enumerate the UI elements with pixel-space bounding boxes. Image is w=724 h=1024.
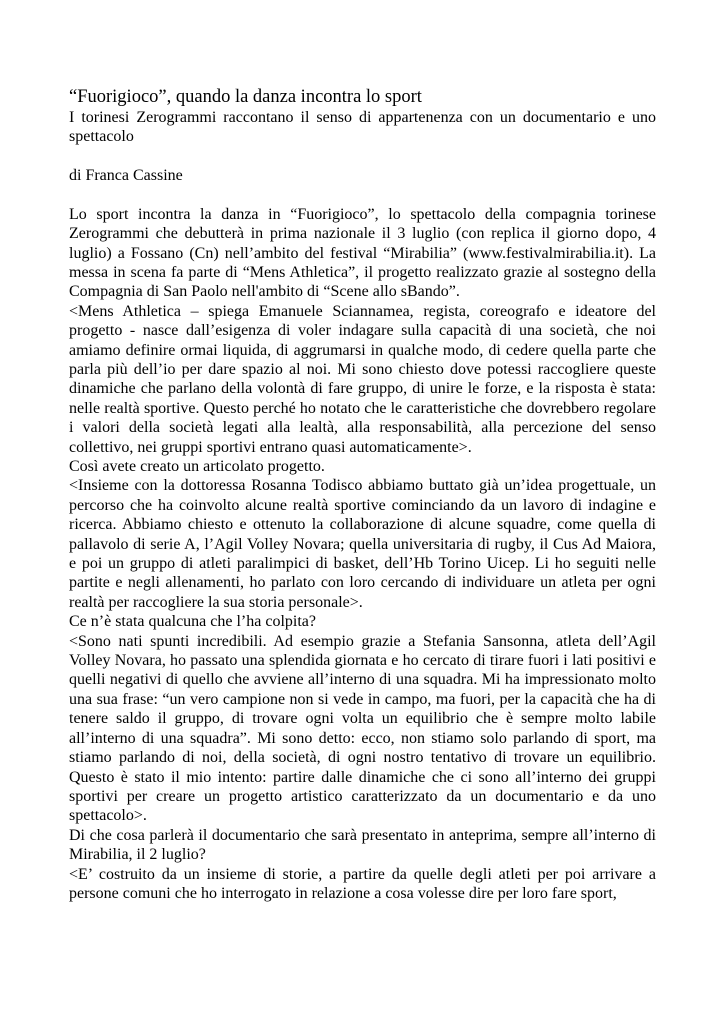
paragraph-answer-3: <Sono nati spunti incredibili. Ad esempio grazie a Stefania Sansonna, atleta dell’Agil Volley Novara, ho passato una splendida giornata e ho cercato di tirare fuori i lati positivi e quelli negativi di quello che avviene all’interno di una squadra. Mi ha impressionato molto una sua frase: “un vero campione non si vede in campo, ma fuori, per la capacità che ha di tenere saldo il gruppo, di trovare ogni volta un equilibrio che è sempre molto labile all’interno di una squadra”. Mi sono detto: ecco, non stiamo solo parlando di sport, ma stiamo parlando di noi, della società, di ogni nostro tentativo di trovare un equilibrio. Questo è stato il mio intento: partire dalle dinamiche che ci sono all’interno dei gruppi sportivi per creare un progetto artistico caratterizzato da un documentario e da uno spettacolo>. <box>69 632 656 825</box>
paragraph-answer-2: <Insieme con la dottoressa Rosanna Todisco abbiamo buttato già un’idea progettuale, un percorso che ha coinvolto alcune realtà sportive cominciando da un lavoro di indagine e ricerca. Abbiamo chiesto e ottenuto la collaborazione di alcune squadre, come quella di pallavolo di serie A, l’Agil Volley Novara; quella universitaria di rugby, il Cus Ad Maiora, e poi un gruppo di atleti paralimpici di basket, dell’Hb Torino Uicep. Li ho seguiti nelle partite e negli allenamenti, ho parlato con loro cercando di individuare un atleta per ogni realtà per raccogliere la sua storia personale>. <box>69 477 656 611</box>
document-page <box>69 86 656 903</box>
paragraph-question-1: Così avete creato un articolato progetto. <box>69 458 325 475</box>
paragraph-question-2: Ce n’è stata qualcuna che l’ha colpita? <box>69 613 316 631</box>
article-author: di Franca Cassine <box>69 166 183 184</box>
paragraph-question-3: Di che cosa parlerà il documentario che sarà presentato in anteprima, sempre all’interno di Mirabilia, il 2 luglio? <box>69 826 656 864</box>
paragraph-intro: Lo sport incontra la danza in “Fuorigioco”, lo spettacolo della compagnia torinese Zerogrammi che debutterà in prima nazionale il 3 luglio (con replica il giorno dopo, 4 luglio) a Fossano (Cn) nell’ambito del festival “Mirabilia” (www.festivalmirabilia.it). La messa in scena fa parte di “Mens Athletica”, il progetto realizzato grazie al sostegno della Compagnia di San Paolo nell'ambito di “Scene allo sBando”. <box>69 205 656 301</box>
paragraph-answer-1: <Mens Athletica – spiega Emanuele Sciannamea, regista, coreografo e ideatore del progetto - nasce dall’esigenza di voler indagare sulla capacità di una società, che noi amiamo definire ormai liquida, di aggrumarsi in qualche modo, di cedere quella parte che parla più dell’io per dare spazio al noi. Mi sono chiesto dove potessi raccogliere queste dinamiche che parlano della volontà di fare gruppo, di unire le forze, e la risposta è stata: nelle realtà sportive. Questo perché ho notato che le caratteristiche che dovrebbero regolare i valori della società legati alla lealtà, alla responsabilità, alla percezione del senso collettivo, nei gruppi sportivi entrano quasi automaticamente>. <box>69 302 656 456</box>
article-title: “Fuorigioco”, quando la danza incontra lo sport <box>69 87 422 107</box>
article-body <box>69 205 656 904</box>
paragraph-answer-4: <E’ costruito da un insieme di storie, a partire da quelle degli atleti per poi arrivare a persone comuni che ho interrogato in relazione a cosa volesse dire per loro fare sport, <box>69 865 656 902</box>
article-subtitle: I torinesi Zerogrammi raccontano il senso di appartenenza con un documentario e uno spettacolo <box>69 109 656 146</box>
